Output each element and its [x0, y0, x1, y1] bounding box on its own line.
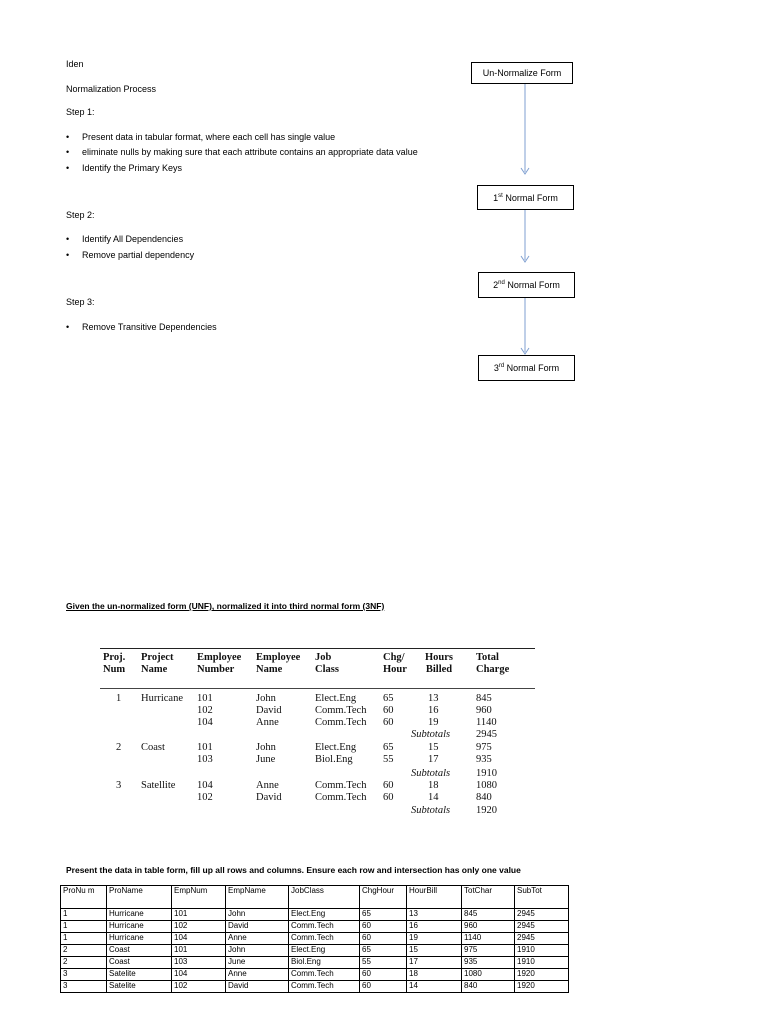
table-cell: Hurricane: [107, 933, 172, 945]
table-cell: 102: [172, 981, 226, 993]
table-cell: 60: [360, 933, 407, 945]
scan-total: 960: [476, 705, 492, 716]
table-cell: 104: [172, 933, 226, 945]
table-cell: 65: [360, 945, 407, 957]
table-cell: Hurricane: [107, 921, 172, 933]
scan-emp: 102: [197, 705, 213, 716]
col-header: SubTot: [515, 886, 569, 909]
table-cell: 17: [407, 957, 462, 969]
table-cell: 935: [462, 957, 515, 969]
step1-bullet-3: • Identify the Primary Keys: [66, 163, 183, 173]
step2-bullet-1: • Identify All Dependencies: [66, 234, 184, 244]
table-cell: 101: [172, 909, 226, 921]
scan-emp: 101: [197, 742, 213, 753]
scan-hours: 15: [428, 742, 439, 753]
scan-ename: Anne: [256, 780, 279, 791]
table-cell: 103: [172, 957, 226, 969]
scan-chg: 60: [383, 705, 394, 716]
table-cell: Anne: [226, 969, 289, 981]
table-row: [61, 933, 569, 945]
bullet-icon: •: [66, 322, 70, 332]
scan-total: 1140: [476, 717, 497, 728]
col-header: EmpNum: [172, 886, 226, 909]
col-header: TotChar: [462, 886, 515, 909]
task-heading: Given the un-normalized form (UNF), normalized it into third normal form (3NF): [66, 601, 385, 611]
unf-table-scan: [95, 640, 540, 825]
hdr-proj-num: Proj. Num: [103, 652, 126, 675]
table-cell: Comm.Tech: [289, 921, 360, 933]
scan-subtotal-label: Subtotals: [411, 768, 451, 779]
scan-subtotal: 1920: [476, 805, 497, 816]
col-header: JobClass: [289, 886, 360, 909]
scan-subtotal-label: Subtotals: [411, 805, 451, 816]
scan-total: 1080: [476, 780, 497, 791]
scan-proj-name: Satellite: [141, 780, 176, 791]
table-cell: 19: [407, 933, 462, 945]
scan-ename: David: [256, 792, 282, 803]
scan-proj-num: 3: [116, 780, 122, 791]
table-cell: 13: [407, 909, 462, 921]
table-cell: 55: [360, 957, 407, 969]
scan-proj-name: Coast: [141, 742, 165, 753]
table-cell: 1920: [515, 969, 569, 981]
step1-bullet-2: • eliminate nulls by making sure that each attribute contains an appropriate data value: [66, 147, 418, 157]
table-cell: Biol.Eng: [289, 957, 360, 969]
table-row: [61, 957, 569, 969]
hdr-job-class: Job Class: [315, 652, 339, 675]
flow-box-3nf: 3rd Normal Form: [478, 355, 575, 381]
scan-proj-name: Hurricane: [141, 693, 183, 704]
table-cell: Comm.Tech: [289, 981, 360, 993]
flow-box-1nf: 1st Normal Form: [477, 185, 574, 210]
scan-ename: John: [256, 693, 276, 704]
col-header: EmpName: [226, 886, 289, 909]
table-cell: 15: [407, 945, 462, 957]
step3-bullet-1: • Remove Transitive Dependencies: [66, 322, 217, 332]
scan-proj-num: 1: [116, 693, 122, 704]
table-cell: Hurricane: [107, 909, 172, 921]
scan-hours: 14: [428, 792, 439, 803]
flow-box-2nf: 2nd Normal Form: [478, 272, 575, 298]
hdr-project-name: Project Name: [141, 652, 174, 675]
table-cell: 960: [462, 921, 515, 933]
flow-box-unf: Un-Normalize Form: [471, 62, 573, 84]
iden-text: Iden: [66, 59, 84, 69]
table-cell: 16: [407, 921, 462, 933]
step2-label: Step 2:: [66, 210, 95, 220]
scan-hours: 13: [428, 693, 439, 704]
table-body: [61, 909, 569, 993]
table-cell: 60: [360, 921, 407, 933]
table-cell: Satelite: [107, 981, 172, 993]
table-cell: Elect.Eng: [289, 945, 360, 957]
bullet-icon: •: [66, 147, 70, 157]
scan-emp: 101: [197, 693, 213, 704]
table-cell: Elect.Eng: [289, 909, 360, 921]
scan-proj-num: 2: [116, 742, 122, 753]
scan-chg: 60: [383, 792, 394, 803]
table-cell: Anne: [226, 933, 289, 945]
table-cell: 1140: [462, 933, 515, 945]
table-header-row: [61, 886, 569, 909]
scan-subtotal: 1910: [476, 768, 497, 779]
table-cell: 3: [61, 969, 107, 981]
scan-total: 975: [476, 742, 492, 753]
scan-job: Elect.Eng: [315, 693, 357, 704]
table-cell: 1080: [462, 969, 515, 981]
table-cell: June: [226, 957, 289, 969]
table-cell: 2: [61, 957, 107, 969]
step1-bullet-1: • Present data in tabular format, where each cell has single value: [66, 132, 336, 142]
bullet-icon: •: [66, 234, 70, 244]
table-cell: 65: [360, 909, 407, 921]
table-cell: David: [226, 921, 289, 933]
hdr-employee-name: Employee Name: [256, 652, 301, 675]
table-cell: John: [226, 909, 289, 921]
scan-job: Comm.Tech: [315, 780, 367, 791]
scan-top-rule: [100, 648, 535, 649]
scan-total: 935: [476, 754, 492, 765]
hdr-employee-number: Employee Number: [197, 652, 242, 675]
table-row: [61, 969, 569, 981]
bullet-icon: •: [66, 163, 70, 173]
col-header: ProName: [107, 886, 172, 909]
table-cell: 840: [462, 981, 515, 993]
table-cell: 1910: [515, 945, 569, 957]
flow-arrows: [0, 0, 768, 400]
scan-job: Elect.Eng: [315, 742, 357, 753]
table-cell: 18: [407, 969, 462, 981]
table-cell: David: [226, 981, 289, 993]
table-cell: 60: [360, 969, 407, 981]
scan-emp: 104: [197, 780, 213, 791]
scan-hours: 17: [428, 754, 439, 765]
scan-emp: 103: [197, 754, 213, 765]
scan-ename: Anne: [256, 717, 279, 728]
bullet-icon: •: [66, 132, 70, 142]
col-header: HourBill: [407, 886, 462, 909]
scan-total: 840: [476, 792, 492, 803]
table-row: [61, 909, 569, 921]
step1-label: Step 1:: [66, 107, 95, 117]
table-cell: Comm.Tech: [289, 969, 360, 981]
table-cell: 2945: [515, 921, 569, 933]
bullet-icon: •: [66, 250, 70, 260]
scan-ename: David: [256, 705, 282, 716]
scan-subtotal-label: Subtotals: [411, 729, 451, 740]
table-cell: Comm.Tech: [289, 933, 360, 945]
scan-chg: 55: [383, 754, 394, 765]
scan-emp: 104: [197, 717, 213, 728]
normalized-table: [60, 885, 569, 993]
scan-job: Comm.Tech: [315, 792, 367, 803]
table-cell: 104: [172, 969, 226, 981]
scan-chg: 65: [383, 742, 394, 753]
scan-header-rule: [100, 688, 535, 689]
scan-job: Comm.Tech: [315, 705, 367, 716]
scan-hours: 19: [428, 717, 439, 728]
table-cell: 2: [61, 945, 107, 957]
scan-chg: 65: [383, 693, 394, 704]
table-cell: Coast: [107, 957, 172, 969]
col-header: ProNu m: [61, 886, 107, 909]
table-cell: 1: [61, 909, 107, 921]
table-cell: Coast: [107, 945, 172, 957]
col-header: ChgHour: [360, 886, 407, 909]
table-row: [61, 921, 569, 933]
table-cell: 102: [172, 921, 226, 933]
scan-emp: 102: [197, 792, 213, 803]
table-cell: 845: [462, 909, 515, 921]
table-row: [61, 981, 569, 993]
table-cell: 1920: [515, 981, 569, 993]
table-cell: 1: [61, 921, 107, 933]
hdr-hours-billed: Hours Billed: [425, 652, 454, 675]
table-cell: 1: [61, 933, 107, 945]
scan-ename: June: [256, 754, 276, 765]
scan-ename: John: [256, 742, 276, 753]
scan-job: Comm.Tech: [315, 717, 367, 728]
table-cell: 3: [61, 981, 107, 993]
table-cell: 60: [360, 981, 407, 993]
step3-label: Step 3:: [66, 297, 95, 307]
step2-bullet-2: • Remove partial dependency: [66, 250, 195, 260]
scan-chg: 60: [383, 780, 394, 791]
page-title: Normalization Process: [66, 84, 157, 94]
table-cell: 101: [172, 945, 226, 957]
table-cell: 2945: [515, 909, 569, 921]
scan-hours: 16: [428, 705, 439, 716]
table-cell: Satelite: [107, 969, 172, 981]
hdr-total-charge: Total Charge: [476, 652, 510, 675]
table-cell: 14: [407, 981, 462, 993]
table-cell: 975: [462, 945, 515, 957]
table-cell: John: [226, 945, 289, 957]
scan-hours: 18: [428, 780, 439, 791]
hdr-chg-hour: Chg/ Hour: [383, 652, 407, 675]
present-heading: Present the data in table form, fill up all rows and columns. Ensure each row and intersection has only one value: [66, 865, 521, 875]
table-cell: 2945: [515, 933, 569, 945]
table-cell: 1910: [515, 957, 569, 969]
scan-total: 845: [476, 693, 492, 704]
scan-job: Biol.Eng: [315, 754, 353, 765]
scan-subtotal: 2945: [476, 729, 497, 740]
scan-chg: 60: [383, 717, 394, 728]
table-row: [61, 945, 569, 957]
